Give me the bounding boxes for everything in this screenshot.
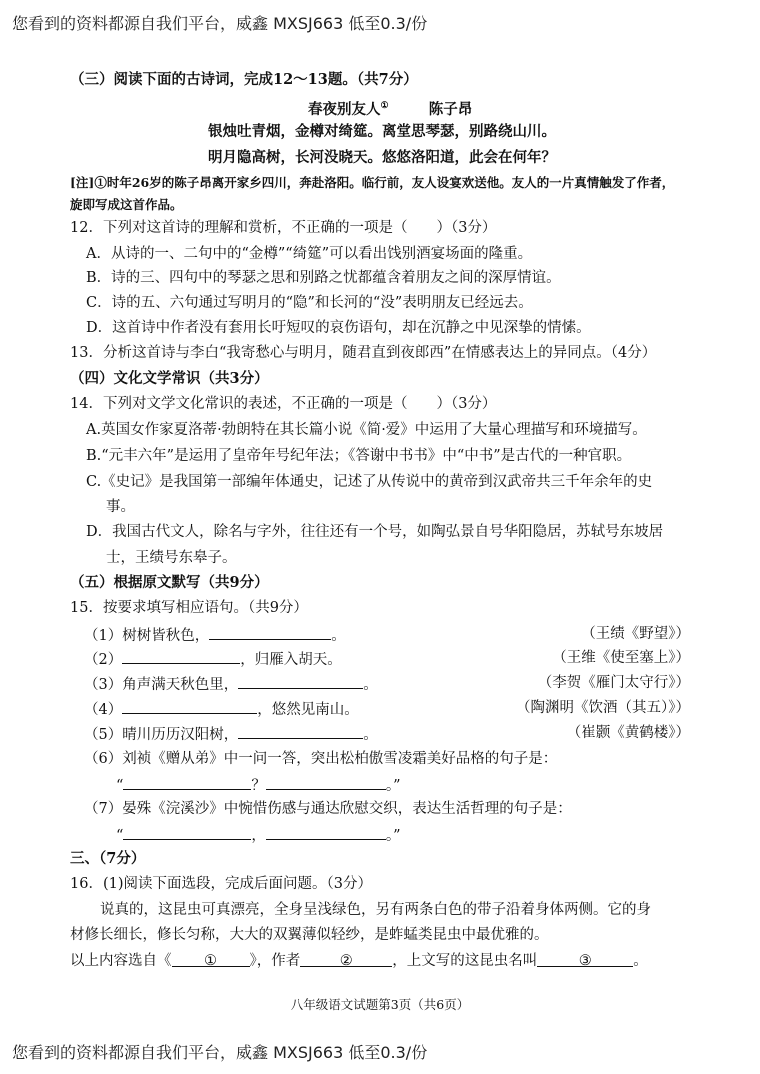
poem-note-line-2: 旋即写成这首作品。 [70, 197, 183, 212]
recite-blank-1[interactable] [209, 624, 331, 640]
page-footer: 八年级语文试题第3页（共6页） [290, 997, 470, 1012]
recite-item-7-answer [116, 824, 401, 846]
q12-option-c: C．诗的五、六句通过写明月的“隐”和长河的“没”表明朋友已经远去。 [86, 295, 533, 311]
poem-title-line [308, 96, 472, 120]
recite-item-2-text: ，归雁入胡天。 [240, 652, 342, 668]
fill-prefix: 以上内容选自《 [70, 953, 172, 969]
recite-item-3-end: 。 [363, 677, 378, 693]
fill-end: 。 [633, 953, 648, 969]
recite-item-5-text: （5）晴川历历汉阳树， [84, 727, 239, 743]
fill-blank-3[interactable]: ③ [537, 951, 633, 967]
fill-insect-label: ，上文写的这昆虫名叫 [392, 953, 538, 969]
recite-blank-7a[interactable] [123, 824, 251, 840]
q12-option-b: B．诗的三、四句中的琴瑟之思和别路之忧都蕴含着朋友之间的深厚情谊。 [86, 270, 561, 286]
recite-item-1-end: 。 [331, 628, 346, 644]
recite-item-3-source: （李贺《雁门太守行》） [537, 675, 690, 691]
recite-item-1 [84, 624, 346, 646]
recite-item-3 [84, 673, 378, 695]
poem-title: 春夜别友人 [308, 100, 381, 118]
question-16: 16．(1)阅读下面选段，完成后面问题。（3分） [70, 876, 372, 892]
recite-item-5-source: （崔颢《黄鹤楼》） [566, 725, 690, 741]
q14-option-c-line1: C.《史记》是我国第一部编年体通史，记述了从传说中的黄帝到汉武帝共三千年余年的史 [86, 474, 653, 490]
recite-item-5 [84, 723, 378, 745]
poem-author: 陈子昂 [428, 100, 473, 118]
q14-option-c-line2: 事。 [106, 499, 135, 515]
fill-author-label: 》，作者 [249, 953, 301, 969]
poem-line-2: 明月隐高树，长河没晓天。悠悠洛阳道，此会在何年？ [208, 149, 556, 166]
recite-blank-2[interactable] [122, 648, 240, 664]
passage-line-2: 材修长细长，修长匀称，大大的双翼薄似轻纱，是蚱蜢类昆虫中最优雅的。 [70, 927, 549, 943]
question-16-fill [70, 951, 648, 971]
question-15: 15．按要求填写相应语句。（共9分） [70, 600, 308, 616]
recite-item-2-num: （2） [84, 652, 123, 668]
q14-option-a: A.英国女作家夏洛蒂·勃朗特在其长篇小说《简·爱》中运用了大量心理描写和环境描写。 [86, 422, 647, 438]
fill-blank-1[interactable]: ① [172, 951, 250, 967]
recite-item-4-num: （4） [84, 702, 123, 718]
question-mark: ？ [251, 778, 266, 794]
recite-item-3-text: （3）角声满天秋色里， [84, 677, 239, 693]
recite-item-6: （6）刘祯《赠从弟》中一问一答，突出松柏傲雪凌霜美好品格的句子是： [84, 751, 558, 767]
comma: ， [251, 828, 266, 844]
question-12: 12．下列对这首诗的理解和赏析，不正确的一项是（ ）（3分） [70, 220, 497, 236]
recite-item-2 [84, 648, 342, 670]
section-three-heading: 三、（7分） [70, 850, 146, 867]
recite-item-1-source: （王绩《野望》） [581, 626, 690, 642]
recite-item-4 [84, 698, 359, 720]
poem-footnote-mark: ① [380, 101, 389, 111]
q14-option-b: B.“元丰六年”是运用了皇帝年号纪年法；《答谢中书书》中“中书”是古代的一种官职。 [86, 448, 632, 464]
recite-blank-6b[interactable] [266, 774, 386, 790]
recite-item-2-source: （王维《使至塞上》） [552, 650, 690, 666]
watermark-bottom: 您看到的资料都源自我们平台，威鑫 MXSJ663 低至0.3/份 [12, 1043, 428, 1062]
recite-blank-4[interactable] [122, 698, 257, 714]
question-13: 13．分析这首诗与李白“我寄愁心与明月，随君直到夜郎西”在情感表达上的异同点。（4分） [70, 345, 657, 361]
q14-option-d-line1: D．我国古代文人，除名与字外，往往还有一个号，如陶弘景自号华阳隐居，苏轼号东坡居 [86, 524, 664, 540]
recite-blank-5[interactable] [238, 723, 363, 739]
recite-blank-3[interactable] [238, 673, 363, 689]
q14-option-d-line2: 士，王绩号东皋子。 [106, 550, 237, 566]
recite-blank-7b[interactable] [266, 824, 386, 840]
watermark-top: 您看到的资料都源自我们平台，威鑫 MXSJ663 低至0.3/份 [12, 14, 428, 33]
poem-note-line-1: [注]①时年26岁的陈子昂离开家乡四川，奔赴洛阳。临行前，友人设宴欢送他。友人的一片真情触发了作者， [70, 175, 675, 190]
open-quote: “ [116, 828, 124, 844]
section3-heading: （三）阅读下面的古诗词，完成12～13题。（共7分） [70, 71, 418, 88]
q12-option-a: A．从诗的一、二句中的“金樽”“绮筵”可以看出饯别酒宴场面的隆重。 [86, 246, 533, 262]
recite-item-6-answer [116, 774, 401, 796]
recite-blank-6a[interactable] [123, 774, 251, 790]
question-14: 14．下列对文学文化常识的表述，不正确的一项是（ ）（3分） [70, 396, 497, 412]
passage-line-1: 说真的，这昆虫可真漂亮，全身呈浅绿色，另有两条白色的带子沿着身体两侧。它的身 [100, 902, 651, 918]
fill-blank-2[interactable]: ② [300, 951, 392, 967]
section5-heading: （五）根据原文默写（共9分） [70, 574, 269, 591]
recite-item-1-text: （1）树树皆秋色， [84, 628, 210, 644]
recite-item-4-text: ，悠然见南山。 [257, 702, 359, 718]
open-quote: “ [116, 778, 124, 794]
recite-item-4-source: （陶渊明《饮酒（其五）》） [516, 700, 690, 716]
q12-option-d: D．这首诗中作者没有套用长吁短叹的哀伤语句，却在沉静之中见深挚的情愫。 [86, 320, 591, 336]
recite-item-5-end: 。 [363, 727, 378, 743]
section4-heading: （四）文化文学常识（共3分） [70, 370, 269, 387]
close-quote: 。” [385, 828, 401, 844]
recite-item-7: （7）晏殊《浣溪沙》中惋惜伤感与通达欣慰交织，表达生活哲理的句子是： [84, 801, 572, 817]
poem-line-1: 银烛吐青烟，金樽对绮筵。离堂思琴瑟，别路绕山川。 [208, 123, 556, 140]
close-quote: 。” [385, 778, 401, 794]
